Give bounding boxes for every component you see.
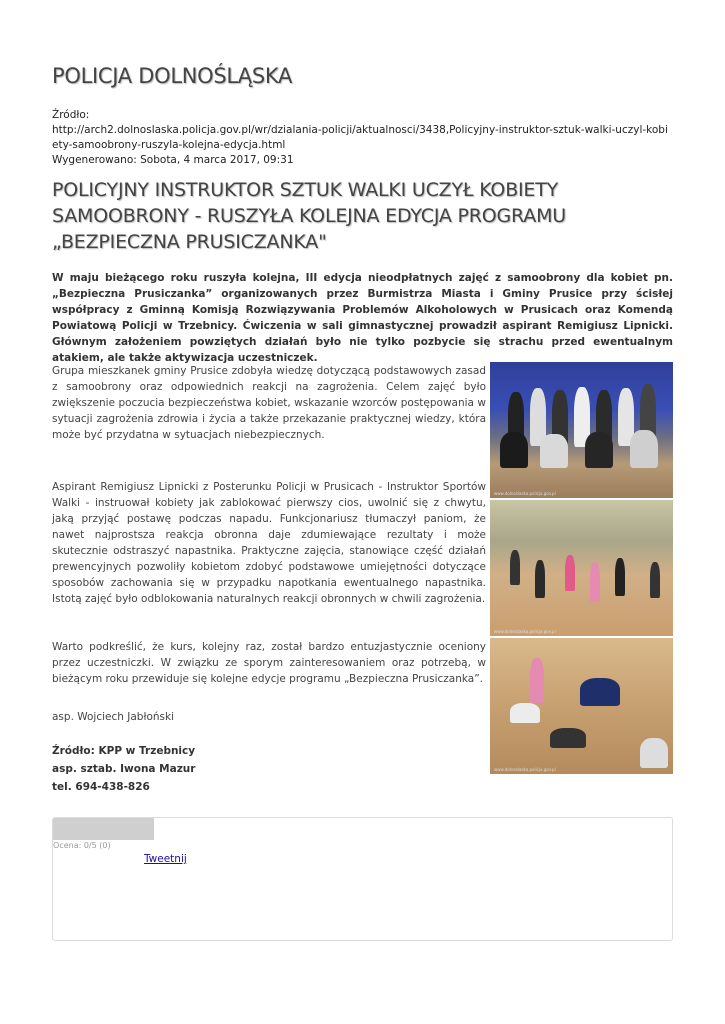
signature-block <box>52 742 195 796</box>
group-photo[interactable] <box>490 362 673 498</box>
author-line: asp. Wojciech Jabłoński <box>52 711 174 723</box>
rating-label: Ocena: 0/5 (0) <box>53 841 111 850</box>
photo-gallery <box>490 362 673 776</box>
signature-name: asp. sztab. Iwona Mazur <box>52 763 196 775</box>
article-title: POLICYJNY INSTRUKTOR SZTUK WALKI UCZYŁ KOBIETY SAMOOBRONY - RUSZYŁA KOLEJNA EDYCJA PROGRAMU „BEZPIECZNA PRUSICZANKA" <box>52 179 566 253</box>
site-title: POLICJA DOLNOŚLĄSKA <box>52 64 293 88</box>
photo-caption: www.dolnoslaska.policja.gov.pl <box>494 629 556 634</box>
source-url[interactable]: http://arch2.dolnoslaska.policja.gov.pl/wr/dzialania-policji/aktualnosci/3438,Policyjny-instruktor-sztuk-walki-uczyl-kobiety-samoobrony-ruszyla-kolejna-edycja.html <box>52 124 668 151</box>
photo-caption: www.dolnoslaska.policja.gov.pl <box>494 491 556 496</box>
article-lead: W maju bieżącego roku ruszyła kolejna, III edycja nieodpłatnych zajęć z samoobrony dla kobiet pn. „Bezpieczna Prusiczanka” organizowanych przez Burmistrza Miasta i Gminy Prusice przy ścisłej współpracy z Gminną Komisją Rozwiązywania Problemów Alkoholowych w Prusicach oraz Komendą Powiatową Policji w Trzebnicy. Ćwiczenia w sali gimnastycznej prowadził aspirant Remigiusz Lipnicki. Głównym założeniem powziętych działań było nie tylko pozbycie się strachu przed ewentualnym atakiem, ale także aktywizacja uczestniczek. <box>52 272 673 364</box>
signature-phone: tel. 694-438-826 <box>52 781 150 793</box>
tweet-link[interactable]: Tweetnij <box>144 853 187 865</box>
training-hall-photo[interactable] <box>490 500 673 636</box>
rating-stars[interactable] <box>53 818 154 840</box>
paragraph-1: Grupa mieszkanek gminy Prusice zdobyła wiedzę dotyczącą podstawowych zasad z samoobrony oraz odpowiednich reakcji na zagrożenia. Celem zajęć było zwiększenie poczucia bezpieczeństwa kobiet, wskazanie wzorców postępowania w sytuacji zagrożenia zdrowia i życia a także przekazanie praktycznej wiedzy, która może być przydatna w sytuacjach niebezpiecznych. <box>52 365 486 441</box>
source-meta <box>52 108 673 168</box>
rating-box <box>52 817 673 941</box>
source-label: Źródło: <box>52 109 90 121</box>
self-defense-photo[interactable] <box>490 638 673 774</box>
generated-date: Wygenerowano: Sobota, 4 marca 2017, 09:31 <box>52 154 294 166</box>
signature-source: Źródło: KPP w Trzebnicy <box>52 745 196 757</box>
paragraph-3: Warto podkreślić, że kurs, kolejny raz, został bardzo entuzjastycznie oceniony przez uczestniczki. W związku ze sporym zainteresowaniem oraz potrzebą, w bieżącym roku przewiduje się kolejne edycje programu „Bezpieczna Prusiczanka”. <box>52 641 486 685</box>
photo-caption: www.dolnoslaska.policja.gov.pl <box>494 767 556 772</box>
paragraph-2: Aspirant Remigiusz Lipnicki z Posterunku Policji w Prusicach - Instruktor Sportów Walki - instruował kobiety jak zablokować pierwszy cios, uwolnić się z chwytu, jaką przyjąć postawę podczas napadu. Funkcjonariusz tłumaczył paniom, że nawet najprostsza reakcja obronna daje zdumiewające rezultaty i może skutecznie odstraszyć napastnika. Praktyczne zajęcia, stanowiące część działań prewencyjnych pozwoliły kobietom zdobyć podstawowe umiejętności dotyczące sposobów zachowania się w przypadku napotkania ewentualnego napastnika. Istotą zajęć było odblokowania naturalnych reakcji obronnych w chwili zagrożenia. <box>52 481 486 605</box>
